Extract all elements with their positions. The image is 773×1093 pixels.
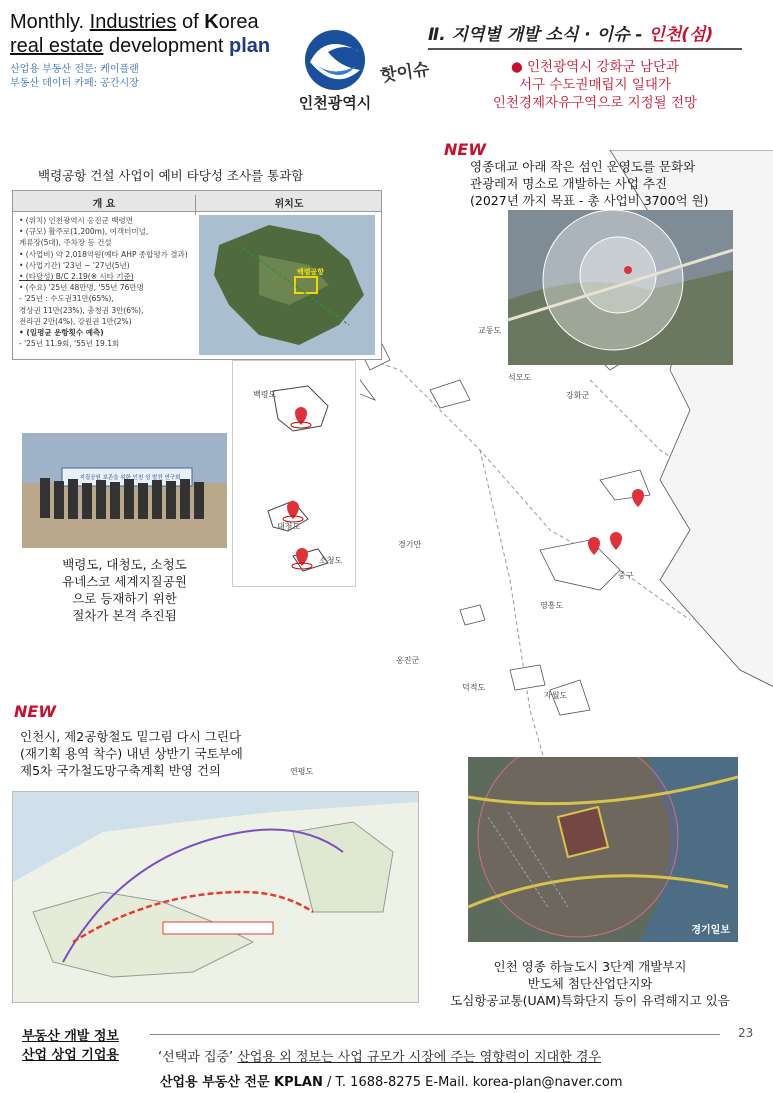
red-note-line: 서구 수도권매립지 일대가 [518, 77, 672, 93]
footer-contact-info: / T. 1688-8275 E-Mail. korea-plan@naver.com [322, 1075, 623, 1090]
gyeonggi-ilbo-credit: 경기일보 [691, 925, 730, 936]
geopark-group-graphic [22, 433, 227, 548]
table-row: • (사업기간) '23년 ~ '27년(5년) [19, 260, 130, 270]
inset-pins [287, 407, 308, 566]
label-jawol: 자월도 [544, 691, 568, 700]
label-gyodong: 교동도 [478, 326, 502, 335]
geopark-group-photo [22, 433, 227, 548]
section-region: 인천(섬) [648, 25, 714, 45]
label-baengnyeong: 백령도 [253, 390, 277, 399]
subtitle-kplan: 산업용 부동산 전문: 케이플랜 [10, 64, 139, 75]
table-row: - '25년 : 수도권31만(65%), [19, 294, 114, 304]
table-header-overview: 개 요 [92, 199, 116, 210]
subtitle-cafe: 부동산 데이터 카페: 공간시장 [10, 78, 139, 89]
footer-quote-lead: ‘선택과 집중’ [158, 1050, 238, 1065]
section-title-text: Ⅱ. 지역별 개발 소식 · 이슈 - [428, 25, 649, 45]
caption-line: 영종대교 아래 작은 섬인 운영도를 문화와 [470, 159, 696, 174]
footer-contact [160, 1071, 623, 1090]
brand-text: K [204, 11, 219, 33]
section-title [428, 20, 713, 45]
new-badge: NEW [14, 702, 56, 721]
islands-inset-map [233, 361, 355, 586]
footer-brand: KPLAN [274, 1075, 323, 1090]
brand-text: development [103, 35, 230, 57]
table-header-location: 위치도 [195, 195, 382, 215]
label-yeonpyeong: 연평도 [290, 767, 314, 776]
table-row: - '25년 11.9회, '55년 19.1회 [19, 339, 120, 349]
islands-inset [232, 360, 356, 587]
brand-line-1 [10, 10, 270, 34]
table-header [13, 191, 381, 212]
brand-text: Industries [89, 11, 177, 33]
geopark-caption [22, 556, 227, 624]
railway-map-graphic [13, 792, 418, 1002]
new-badge: NEW [444, 140, 486, 159]
baengnyeong-title: 백령공항 건설 사업이 예비 타당성 조사를 통과함 [38, 168, 304, 183]
label-junggu: 중구 [618, 571, 634, 580]
yeongjong-caption [470, 158, 770, 209]
footer-divider [150, 1034, 720, 1035]
label-socheong: 소청도 [319, 556, 343, 565]
table-row: • (수요) '25년 48만명, '55년 76만명 [19, 283, 144, 293]
caption-line: 제5차 국가철도망구축계획 반영 건의 [20, 763, 221, 778]
haneul-city-satellite-image [468, 757, 738, 942]
second-airport-railway-map [12, 791, 419, 1003]
label-ganghwa: 강화군 [566, 391, 590, 400]
caption-line: 도심항공교통(UAM)특화단지 등이 유력해지고 있음 [450, 993, 730, 1008]
caption-line: 유네스코 세계지질공원 [62, 574, 187, 589]
brand-line-2 [10, 34, 270, 58]
yeongjong-satellite-image [508, 210, 733, 365]
brand-text: plan [229, 35, 271, 57]
brand-text: of [176, 11, 205, 33]
brand-text: orea [218, 11, 259, 33]
footer-quote [158, 1046, 601, 1065]
baengnyeong-location-image [199, 215, 375, 355]
table-row: 경상권 11만(23%), 충청권 3만(6%), [19, 305, 144, 315]
table-overview-body [19, 215, 195, 349]
footer-category [22, 1027, 119, 1065]
caption-line: 관광레저 명소로 개발하는 사업 추진 [470, 176, 668, 191]
label-yeongheung: 영흥도 [540, 601, 564, 610]
map-label-airport: 백령공항 [297, 268, 325, 276]
rail-caption [20, 728, 320, 779]
footer-category-line: 산업 상업 기업용 [22, 1048, 119, 1063]
red-note-line: 인천경제자유구역으로 지정될 전망 [492, 95, 698, 111]
table-row: • (타당성) B/C 2.19(※ 시타 기준) [19, 272, 134, 282]
caption-line: 백령도, 대청도, 소청도 [62, 557, 187, 572]
table-row: • (사업비) 약 2,018억원(예타 AHP 종합평가 결과) [19, 249, 188, 259]
footer-quote-body: 산업용 외 정보는 사업 규모가 시장에 주는 영향력이 지대한 경우 [237, 1050, 602, 1065]
table-row: • (규모) 활주로(1,200m), 여객터미널, [19, 227, 149, 237]
page-number: 23 [738, 1026, 754, 1040]
caption-line: 인천시, 제2공항철도 밑그림 다시 그린다 [20, 729, 242, 744]
banner-text: 지질공원 보존을 위한 인천 섬 발전 연구회 [79, 475, 181, 481]
footer-contact-lead: 산업용 부동산 전문 [160, 1075, 275, 1090]
caption-line: 으로 등재하기 위한 [72, 591, 177, 606]
yeongjong-satellite-graphic [508, 210, 733, 365]
table-row: • (일평균 운항횟수 예측) [19, 328, 104, 338]
label-seongmo: 석모도 [508, 373, 532, 382]
caption-line: 반도체 첨단산업단지와 [527, 976, 653, 991]
caption-line: (재기획 용역 착수) 내년 상반기 국토부에 [20, 746, 243, 761]
label-daecheong: 대청도 [277, 522, 301, 531]
label-deokjeok: 덕적도 [462, 683, 486, 692]
caption-line: 절차가 본격 추진됨 [72, 608, 177, 623]
table-row: 전라권 2만(4%), 강원권 1만(2%) [19, 316, 132, 326]
baengnyeong-table [12, 190, 382, 360]
caption-line: 인천 영종 하늘도시 3단계 개발부지 [493, 959, 687, 974]
brand-text: real estate [10, 35, 104, 57]
caption-line: (2027년 까지 목표 - 총 사업비 3700억 원) [470, 193, 709, 208]
haneul-caption [420, 958, 760, 1009]
table-row: 계류장(5대), 주차장 등 건설 [19, 238, 112, 248]
footer-category-line: 부동산 개발 정보 [22, 1029, 119, 1044]
red-note-line: ● 인천광역시 강화군 남단과 [510, 59, 680, 75]
label-ongjin: 옹진군 [396, 656, 420, 665]
brand-text: Monthly. [10, 11, 90, 33]
baengnyeong-island-graphic [199, 215, 375, 355]
table-row: • (위치) 인천광역시 옹진군 백령면 [19, 216, 133, 225]
section-divider [428, 48, 742, 50]
brand-title [10, 10, 270, 58]
haneul-satellite-graphic [468, 757, 738, 942]
logo-text: 인천광역시 [298, 94, 372, 112]
label-gyeonggi-bay: 경기만 [398, 540, 422, 549]
hot-issue-tag: 핫이슈 [379, 59, 431, 87]
red-note [430, 58, 760, 112]
